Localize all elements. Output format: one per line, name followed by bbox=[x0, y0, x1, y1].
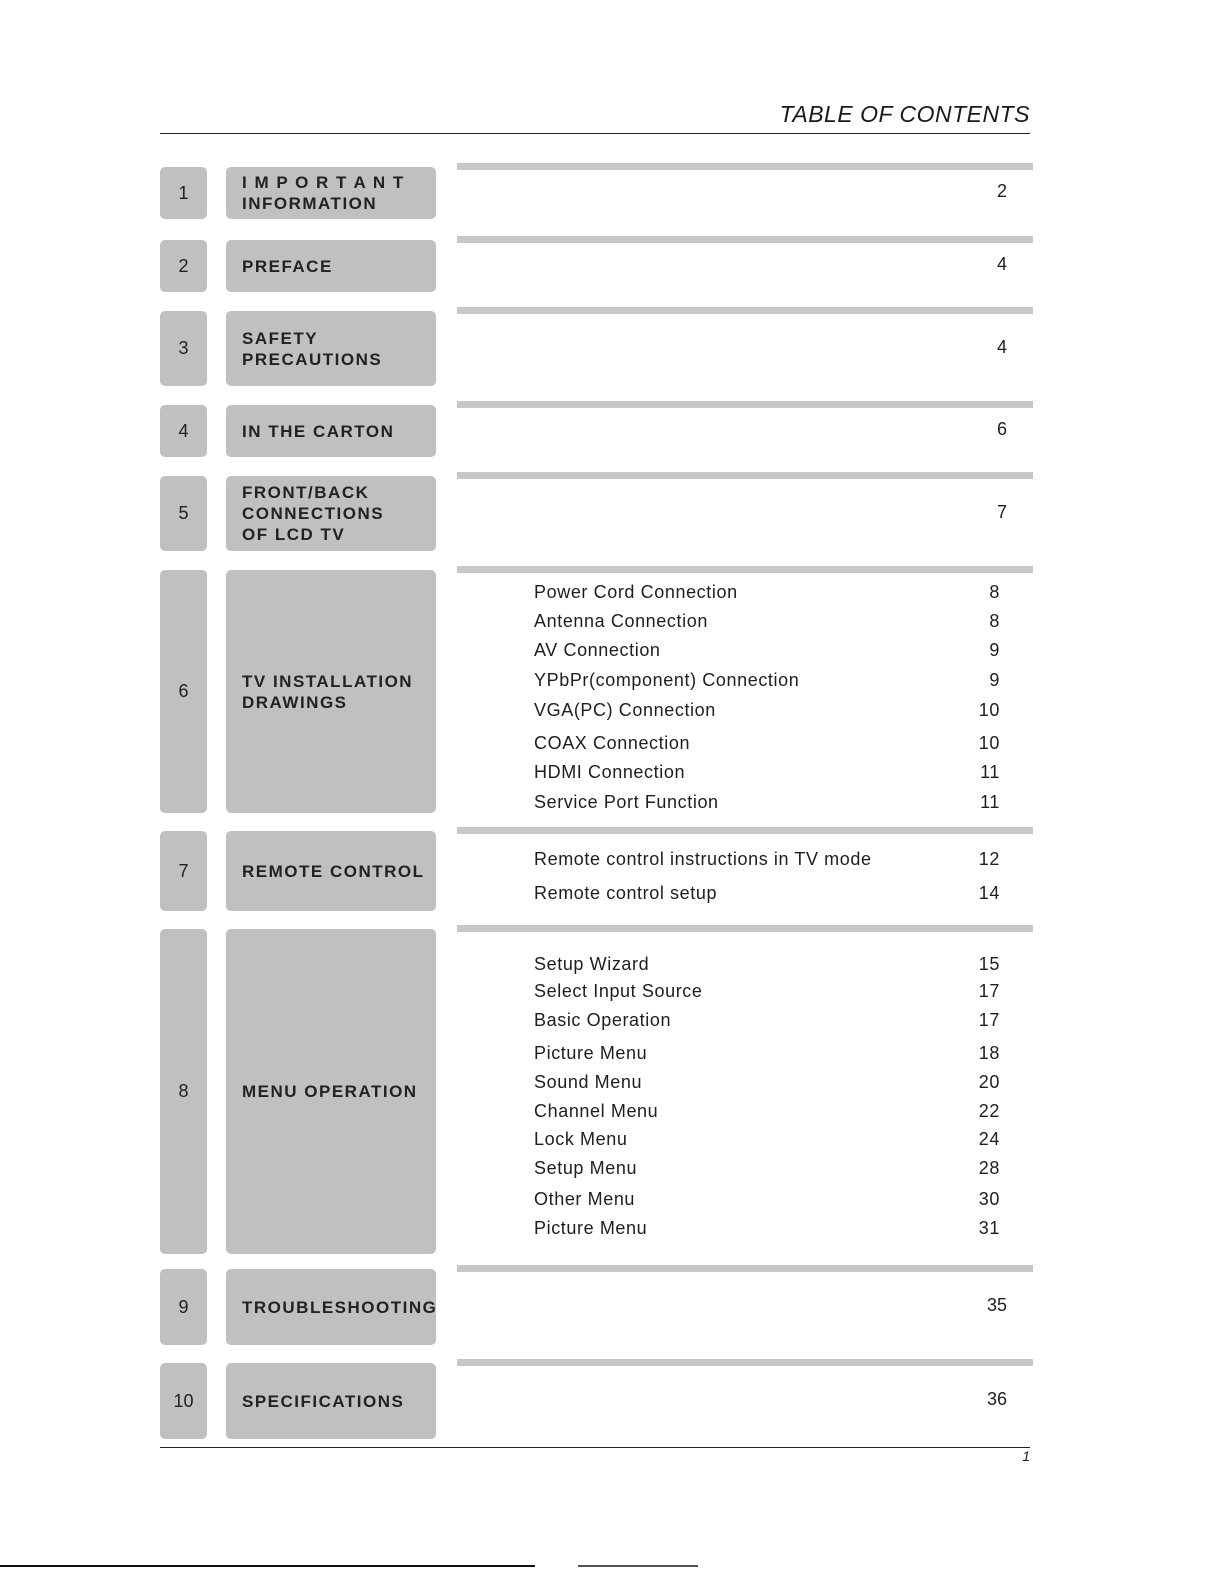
section-page-number: 4 bbox=[996, 336, 1007, 357]
section-title: TROUBLESHOOTING bbox=[226, 1269, 436, 1345]
toc-entry bbox=[534, 611, 1014, 632]
toc-entry-label: Lock Menu bbox=[534, 1129, 628, 1149]
section-page-number: 6 bbox=[996, 419, 1007, 439]
toc-entry bbox=[534, 700, 1014, 721]
section-page-number: 2 bbox=[996, 181, 1007, 201]
toc-entry-label: Sound Menu bbox=[534, 1072, 643, 1092]
section-title: FRONT/BACK CONNECTIONS OF LCD TV bbox=[226, 476, 436, 551]
section-number: 1 bbox=[160, 167, 207, 219]
toc-entry bbox=[534, 1072, 1014, 1093]
toc-entry bbox=[534, 582, 1014, 603]
toc-entry-page: 11 bbox=[980, 792, 1000, 812]
toc-entry-page: 20 bbox=[978, 1072, 1000, 1092]
section-divider-bar bbox=[457, 1265, 1033, 1272]
section-title: MENU OPERATION bbox=[226, 929, 436, 1254]
section-number: 10 bbox=[160, 1363, 207, 1439]
toc-entry bbox=[534, 1129, 1014, 1150]
section-page-number: 4 bbox=[996, 254, 1007, 274]
toc-section bbox=[160, 929, 1033, 1254]
toc-entry bbox=[534, 640, 1014, 661]
section-divider-bar bbox=[457, 1359, 1033, 1366]
toc-entry-page: 9 bbox=[989, 640, 1000, 660]
toc-entry-label: AV Connection bbox=[534, 640, 661, 660]
toc-entry-label: Basic Operation bbox=[534, 1010, 672, 1030]
scan-edge-line bbox=[578, 1565, 698, 1567]
section-divider-bar bbox=[457, 566, 1033, 573]
toc-entry-label: Picture Menu bbox=[534, 1218, 648, 1238]
toc-entry-page: 28 bbox=[978, 1158, 1000, 1178]
page-number: 1 bbox=[1022, 1448, 1030, 1464]
toc-entry-page: 15 bbox=[978, 954, 1000, 974]
toc-entry bbox=[534, 1158, 1014, 1179]
toc-entry bbox=[534, 733, 1014, 754]
section-title: TV INSTALLATION DRAWINGS bbox=[226, 570, 436, 813]
section-number: 3 bbox=[160, 311, 207, 386]
toc-entry-label: Antenna Connection bbox=[534, 611, 708, 631]
toc-entry-label: Power Cord Connection bbox=[534, 582, 738, 602]
section-title: REMOTE CONTROL bbox=[226, 831, 436, 911]
toc-section bbox=[160, 831, 1033, 911]
toc-entry bbox=[534, 792, 1014, 813]
toc-entry-page: 22 bbox=[978, 1101, 1000, 1121]
section-title: SPECIFICATIONS bbox=[226, 1363, 436, 1439]
toc-entry bbox=[534, 1043, 1014, 1064]
toc-section bbox=[160, 570, 1033, 813]
section-divider-bar bbox=[457, 472, 1033, 479]
toc-entry-page: 17 bbox=[978, 981, 1000, 1001]
toc-entry-label: Remote control setup bbox=[534, 883, 718, 903]
toc-entry-page: 24 bbox=[978, 1129, 1000, 1149]
toc-entry-page: 8 bbox=[989, 611, 1000, 631]
toc-entry-label: COAX Connection bbox=[534, 733, 691, 753]
toc-entry-page: 8 bbox=[989, 582, 1000, 602]
section-divider-bar bbox=[457, 307, 1033, 314]
page-title: TABLE OF CONTENTS bbox=[779, 101, 1030, 127]
footer-rule bbox=[160, 1447, 1030, 1448]
toc-section bbox=[160, 311, 1033, 386]
section-number: 4 bbox=[160, 405, 207, 457]
section-number: 8 bbox=[160, 929, 207, 1254]
toc-section bbox=[160, 240, 1033, 292]
section-divider-bar bbox=[457, 236, 1033, 243]
section-title: SAFETY PRECAUTIONS bbox=[226, 311, 436, 386]
toc-entry-label: Remote control instructions in TV mode bbox=[534, 849, 872, 869]
toc-entry-label: Other Menu bbox=[534, 1189, 636, 1209]
scan-edge-line bbox=[0, 1565, 535, 1567]
toc-entry bbox=[534, 1218, 1014, 1239]
toc-entry-label: Setup Menu bbox=[534, 1158, 638, 1178]
toc-section bbox=[160, 1269, 1033, 1345]
toc-section bbox=[160, 405, 1033, 457]
section-title: I M P O R T A N T INFORMATION bbox=[226, 167, 436, 219]
section-divider-bar bbox=[457, 163, 1033, 170]
toc-entry bbox=[534, 883, 1014, 904]
toc-entry-label: Select Input Source bbox=[534, 981, 703, 1001]
toc-entry-page: 10 bbox=[978, 733, 1000, 753]
toc-entry-page: 18 bbox=[978, 1043, 1000, 1063]
toc-entry-label: Channel Menu bbox=[534, 1101, 659, 1121]
section-divider-bar bbox=[457, 401, 1033, 408]
toc-entry-label: VGA(PC) Connection bbox=[534, 700, 716, 720]
toc-entry-page: 11 bbox=[980, 762, 1000, 782]
section-page-number: 7 bbox=[996, 501, 1007, 522]
section-divider-bar bbox=[457, 827, 1033, 834]
toc-entry bbox=[534, 670, 1014, 691]
toc-entry-label: Setup Wizard bbox=[534, 954, 650, 974]
toc-section bbox=[160, 476, 1033, 551]
toc-entry bbox=[534, 1010, 1014, 1031]
toc-entry bbox=[534, 762, 1014, 783]
toc-entry bbox=[534, 981, 1014, 1002]
toc-entry bbox=[534, 1101, 1014, 1122]
toc-entry bbox=[534, 954, 1014, 975]
toc-entry-page: 30 bbox=[978, 1189, 1000, 1209]
toc-entry-page: 31 bbox=[978, 1218, 1000, 1238]
toc-entry-page: 9 bbox=[989, 670, 1000, 690]
toc-entry-label: YPbPr(component) Connection bbox=[534, 670, 800, 690]
section-divider-bar bbox=[457, 925, 1033, 932]
toc-entry-label: Picture Menu bbox=[534, 1043, 648, 1063]
section-title: IN THE CARTON bbox=[226, 405, 436, 457]
toc-entry-label: Service Port Function bbox=[534, 792, 719, 812]
toc-entry-page: 10 bbox=[978, 700, 1000, 720]
section-number: 6 bbox=[160, 570, 207, 813]
section-number: 5 bbox=[160, 476, 207, 551]
section-page-number: 36 bbox=[986, 1389, 1007, 1409]
section-number: 9 bbox=[160, 1269, 207, 1345]
toc-entry-page: 12 bbox=[978, 849, 1000, 869]
toc-entry-page: 14 bbox=[978, 883, 1000, 903]
section-title: PREFACE bbox=[226, 240, 436, 292]
toc-entry-page: 17 bbox=[978, 1010, 1000, 1030]
toc-entry bbox=[534, 849, 1014, 870]
toc-section bbox=[160, 1363, 1033, 1439]
section-page-number: 35 bbox=[986, 1295, 1007, 1315]
section-number: 2 bbox=[160, 240, 207, 292]
toc-section bbox=[160, 167, 1033, 219]
section-number: 7 bbox=[160, 831, 207, 911]
toc-entry bbox=[534, 1189, 1014, 1210]
toc-entry-label: HDMI Connection bbox=[534, 762, 686, 782]
